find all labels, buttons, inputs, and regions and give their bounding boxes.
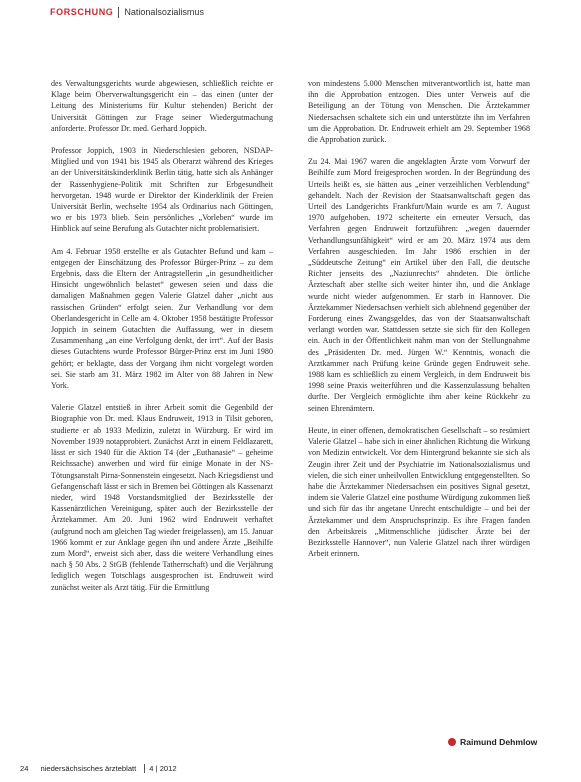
paragraph: von mindestens 5.000 Menschen mitverantwortlich ist, hatte man ihn die Approbation entzogen. Dies unter Verweis auf die Beteiligung an der Tötung von Menschen. Die Ärztekammer Niedersachsen schaltete sich ein und unterstützte ihn im Verfahren um die Approbation. Dr. Endruweit erhielt am 29. September 1968 die Approbation zurück. <box>308 79 530 145</box>
paragraph: Heute, in einer offenen, demokratischen Gesellschaft – so resümiert Valerie Glatzel – habe sich in einer ähnlichen Richtung die Wirkung von Medizin entwickelt. Vor dem Hintergrund bekannte sie sich als Zeugin ihrer Zeit und der Psychiatrie im Nationalsozialismus und vielen, die sich einer unheilvollen Entwicklung entgegenstellten. So habe die Ärztekammer Niedersachsen ein positives Signal gesetzt, indem sie Valerie Glatzel eine posthume Würdigung zukommen ließ und sich für das ihr angetane Unrecht entschuldigte – und bei der Ärztekammer und dem Anspruchsprinzip. Es ihre Fragen fanden den Arbeitskreis „Mitmenschliche jüdischer Ärzte bei der Bezirksstelle Hannover“, nun Valerie Glatzel nach ihrer würdigen Arbeit erinnern. <box>308 425 530 559</box>
paragraph: Professor Joppich, 1903 in Niederschlesien geboren, NSDAP-Mitglied und von 1941 bis 1945 als Oberarzt während des Krieges an der Universitätskinderklinik Berlin tätig, hatte sich als Anhänger der Rassenhygiene-Politik mit Schriften zur Erbgesundheit hervorgetan. 1948 wurde er Direktor der Kinderklinik der Freien Universität Berlin, wechselte 1954 als Ordinarius nach Göttingen, wo er bis 1973 blieb. Sein persönliches „Vorleben“ wurde im Hinblick auf seine Berufung als Gutachter nicht problematisiert. <box>51 146 273 234</box>
author-byline <box>448 737 537 747</box>
author-name: Raimund Dehmlow <box>460 737 538 747</box>
journal-name: niedersächsisches ärzteblatt <box>40 763 137 773</box>
header-divider <box>118 7 119 18</box>
paragraph: Valerie Glatzel entstieß in ihrer Arbeit somit die Gegenbild der Biographie von Dr. med. Klaus Endruweit, 1913 in Tilsit geboren, studierte er ab 1933 Medizin, zuletzt in Würzburg. Er wird im November 1939 notapprobiert. Zunächst Arzt in einem Feldlazarett, lässt er sich 1940 für die Aktion T4 (der „Euthanasie“ – geheime Reichssache) anwerben und wird für einige Monate in der NS-Tötungsanstalt Pirna-Sonnenstein eingesetzt. Nach Kriegsdienst und Gefangenschaft lässt er sich in Bremen bei Göttingen als Kassenarzt nieder, wird 1948 Vorstandsmitglied der Bezirksstelle der Kassenärztlichen Vereinigung, später auch der Bezirksstelle der Ärztekammer. Am 20. Juni 1962 wird Endruweit verhaftet (aufgrund noch am gleichen Tag wieder freigelassen), am 15. Januar 1966 kommt er zur Anklage gegen ihn und andere Ärzte „Beihilfe zum Mord“, erweist sich aber, dass die weitere Verhandlung eines nach § 50 Abs. 2 StGB (fehlende Tatherrschaft) und die Verjährung lediglich wegen Totschlags ausgesprochen ist. Endruweit wird zunächst weiter als Arzt tätig. Für die Ermittlung <box>51 403 273 592</box>
page-header <box>50 4 204 20</box>
kicker: FORSCHUNG <box>50 7 114 17</box>
page-footer <box>20 762 560 774</box>
left-column <box>51 78 273 604</box>
footer-divider <box>144 764 145 773</box>
paragraph: des Verwaltungsgerichts wurde abgewiesen, schließlich reichte er Klage beim Oberverwaltungsgericht ein – das einen (unter der Leitung des Ministeriums für Kultur stehenden) Bericht der Universität Göttingen zur Frage seiner Wiedergutmachung anforderte. Professor Dr. med. Gerhard Joppich. <box>51 79 273 133</box>
paragraph: Zu 24. Mai 1967 waren die angeklagten Ärzte vom Vorwurf der Beihilfe zum Mord freigesprochen worden. In der Begründung des Urteils heißt es, sie hätten aus „einer verzeihlichen Verblendung“ gehandelt. Nach der Revision der Staatsanwaltschaft gegen das Urteil des Landgerichts Frankfurt/Main wurde es am 7. August 1970 aufgehoben. 1972 scheiterte ein erneuter Versuch, das Verfahren gegen Endruweit fortzuführen: „wegen dauernder Verhandlungsunfähigkeit“ wird er am 20. März 1974 aus dem Verfahren ausgeschieden. Im Jahr 1986 erschien in der „Süddeutsche Zeitung“ ein Artikel über den Fall, die deutsche Richter jenseits des „Naziunrechts“ ahndeten. Die örtliche Ärzteschaft aber stellte sich weiter hinter ihn, und die Anklage wurde nicht wieder aufgenommen. Er starb in Hannover. Die Ärztekammer Niedersachsen verhielt sich ablehnend gegenüber der Forderung eines Zwangsgeldes, das von der Staatsanwaltschaft verlangt worden war. Stattdessen setzte sie sich für den Kollegen ein. Auch in der Öffentlichkeit nahm man von der Stellungnahme des „Präsidenten Dr. med. Jürgen W.“ Kenntnis, wonach die Arztkammer nach Prüfung keine Gründe gegen Endruweit sehe. 1988 kam es schließlich zu einem Vergleich, in dem Endruweit bis 1998 seine Praxis weiterführen und die Kassenzulassung behalten durfte. Der Vergleich ermöglichte ihm aber keine Rückkehr zu seinen Ehrenämtern. <box>308 157 530 413</box>
section-title: Nationalsozialismus <box>124 7 204 17</box>
page-number: 24 <box>20 763 29 773</box>
issue-number: 4 | 2012 <box>149 763 177 773</box>
paragraph: Am 4. Februar 1958 erstellte er als Gutachter Befund und kam – entgegen der Einschätzung des Professor Bürger-Prinz – zu dem Ergebnis, dass die Eltern der Antragstellerin „in gesundheitlicher Hinsicht ungewöhnlich belastet“ gewesen seien und dass die damaligen Maßnahmen gegen Valerie Glatzel daher „nicht aus rassischen Gründen“ erfolgt seien. Zur Verhandlung vor dem Oberlandesgericht in Celle am 4. Oktober 1958 bestätigte Professor Joppich in seinem Gutachten die Auffassung, wer in diesem Zusammenhang „an eine Verfolgung denkt, der irrt“. Auf der Basis dieses Gutachtens wurde Professor Bürger-Prinz erst im Juni 1980 gehört; er beklagte, dass der Vorgang ihm nicht vorgelegt worden sei. Sie starb am 31. März 1982 im Alter von 88 Jahren in New York. <box>51 246 273 391</box>
bullet-icon <box>448 738 456 746</box>
right-column <box>308 78 530 570</box>
